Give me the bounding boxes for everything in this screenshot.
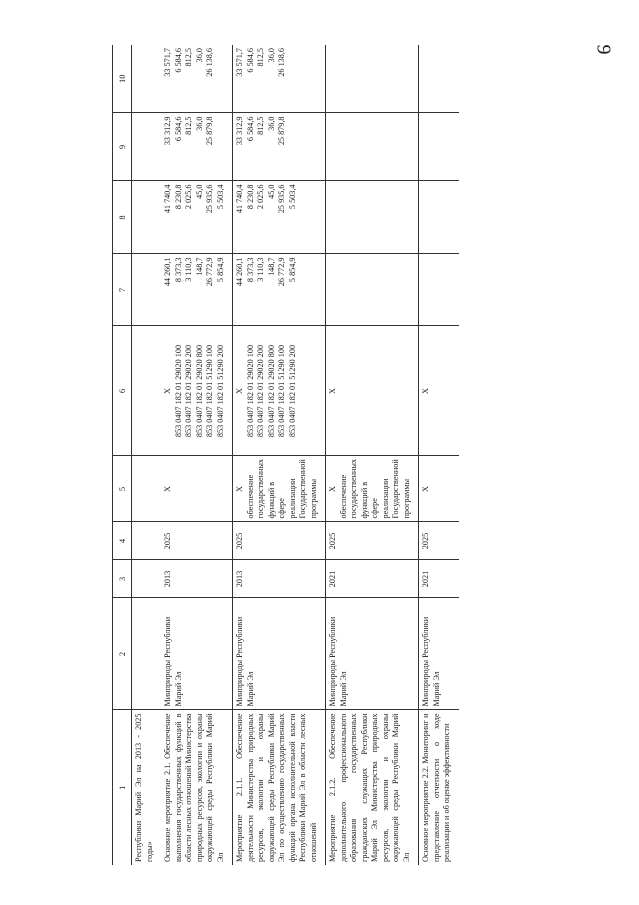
page-number: 9: [592, 44, 615, 55]
budget-codes: [326, 326, 419, 456]
budget-code: 853 0407 182 01 29020 200: [184, 344, 193, 438]
amount: 26 138,6: [205, 48, 214, 77]
amount: 25 935,6: [205, 184, 214, 214]
program-resources-table: [112, 45, 459, 865]
column-number: 4: [113, 522, 132, 560]
amounts-col7: [161, 254, 233, 326]
amount: 26 772,9: [277, 257, 286, 287]
column-number: 7: [113, 254, 132, 326]
column-number: 9: [113, 113, 132, 181]
amount: 25 879,8: [205, 116, 214, 146]
amount: 2 025,6: [256, 184, 265, 210]
amount: 3 110,3: [184, 257, 193, 282]
budget-code: 853 0407 182 01 51290 200: [287, 344, 297, 438]
amount: 5 503,4: [287, 184, 297, 210]
start-year: 2013: [161, 560, 233, 598]
result-text: обеспечение государственных функций в сфере реализации Государственной программы: [338, 459, 411, 519]
start-year: 2021: [326, 560, 419, 598]
end-year: 2025: [161, 522, 233, 560]
activity-name: Мероприятие 2.1.2. Обеспечение дополнительного профессионального образования государственных гражданских служащих Республики Марий Эл Министерства природных ресурсов, экологии и охраны окружающей среды Республики Марий Эл: [326, 710, 419, 865]
budget-code: 853 0407 182 01 51290 100: [205, 344, 214, 438]
expected-result: X: [161, 456, 233, 522]
activity-name: Основное мероприятие 2.2. Мониторинг и представление отчетности о ходе реализации и об оценке эффективности: [421, 713, 451, 862]
column-number: 10: [113, 45, 132, 113]
amount: 6 584,6: [245, 116, 255, 142]
amount: 26 772,9: [205, 257, 214, 287]
column-number: 3: [113, 560, 132, 598]
start-year: 2013: [233, 560, 326, 598]
amount: 33 571,7: [163, 48, 172, 77]
result-mark: X: [235, 486, 244, 492]
amount: 8 373,3: [245, 257, 255, 283]
amount: 33 312,9: [163, 116, 172, 146]
amount: 36,0: [266, 116, 276, 131]
amounts-col9: [233, 113, 326, 181]
amount: 44 260,1: [163, 257, 172, 287]
amount: 44 260,1: [235, 257, 244, 287]
start-year: 2021: [419, 560, 459, 598]
amounts-col8: [161, 181, 233, 254]
budget-code: X: [163, 388, 172, 394]
amount: 6 584,6: [173, 48, 183, 73]
executor: Минприроды Республики Марий Эл: [233, 598, 326, 710]
amount: 6 584,6: [173, 116, 183, 142]
budget-code: 853 0407 182 01 29020 100: [173, 344, 183, 438]
amount: 5 854,9: [287, 257, 297, 283]
amount: 41 740,4: [163, 184, 172, 214]
amount: 33 571,7: [235, 48, 244, 77]
expected-result: X: [419, 456, 459, 522]
amount: 3 110,3: [256, 257, 265, 282]
executor: Минприроды Республики Марий Эл: [161, 598, 233, 710]
amounts-col10: [233, 45, 326, 113]
amounts-col8: [233, 181, 326, 254]
amount: 148,7: [194, 257, 204, 276]
amount: 148,7: [266, 257, 276, 276]
amount: 2 025,6: [184, 184, 193, 210]
budget-code: 853 0407 182 01 29020 200: [256, 344, 265, 438]
end-year: 2025: [326, 522, 419, 560]
amounts-col9: [161, 113, 233, 181]
expected-result: [233, 456, 326, 522]
amounts-col10: [161, 45, 233, 113]
amount: 812,5: [184, 48, 193, 67]
table-row: [233, 45, 326, 865]
column-number: 2: [113, 598, 132, 710]
column-number: 8: [113, 181, 132, 254]
table-row: [419, 45, 459, 865]
budget-code: 853 0407 182 01 29020 800: [266, 344, 276, 438]
amount: 26 138,6: [277, 48, 286, 77]
executor: Минприроды Республики Марий Эл: [419, 598, 459, 710]
amount: 33 312,9: [235, 116, 244, 146]
budget-code: 853 0407 182 01 29020 100: [245, 344, 255, 438]
amount: 25 935,6: [277, 184, 286, 214]
amount: 45,0: [194, 184, 204, 199]
budget-code: X: [328, 388, 337, 394]
result-text: обеспечение государственных функций в сфере реализации Государственной программы: [245, 459, 318, 519]
amount: 45,0: [266, 184, 276, 199]
table-row: [326, 45, 419, 865]
budget-codes: [419, 326, 459, 456]
amount: 8 230,8: [245, 184, 255, 210]
activity-name: Основное мероприятие 2.1. Обеспечение выполнения государственных функций в области лесных отношений Министерства природных ресурсов, экологии и охраны окружающей среды Республики Марий Эл: [161, 710, 233, 865]
budget-codes: [233, 326, 326, 456]
column-number: 6: [113, 326, 132, 456]
budget-code: 853 0407 182 01 51290 200: [215, 344, 225, 438]
amount: 812,5: [256, 116, 265, 135]
amount: 41 740,4: [235, 184, 244, 214]
end-year: 2025: [419, 522, 459, 560]
result-mark: X: [328, 486, 337, 492]
amount: 8 230,8: [173, 184, 183, 210]
budget-code: 853 0407 182 01 51290 100: [277, 344, 286, 438]
table-wrapper: [112, 45, 596, 865]
section-title: Республики Марий Эл на 2013 - 2025 годы»: [134, 713, 154, 862]
amount: 812,5: [184, 116, 193, 135]
amount: 25 879,8: [277, 116, 286, 146]
amounts-col7: [233, 254, 326, 326]
amount: 6 584,6: [245, 48, 255, 73]
budget-code: X: [235, 388, 244, 394]
column-number-row: [113, 45, 132, 865]
activity-name: Мероприятие 2.1.1. Обеспечение деятельности Министерства природных ресурсов, экологии и охраны окружающей среды Республики Марий Эл по осуществлению государственных функций органа исполнительной власти Республики Марий Эл в области лесных отношений: [233, 710, 326, 865]
amount: 36,0: [194, 116, 204, 131]
table-row: [161, 45, 233, 865]
budget-code: 853 0407 182 01 29020 800: [194, 344, 204, 438]
amount: 36,0: [266, 48, 276, 63]
column-number: 1: [113, 710, 132, 865]
amount: 36,0: [194, 48, 204, 63]
section-title-row: [132, 45, 162, 865]
amount: 5 854,9: [215, 257, 225, 283]
expected-result: [326, 456, 419, 522]
budget-code: X: [421, 388, 430, 394]
rotated-table-container: [112, 45, 596, 865]
end-year: 2025: [233, 522, 326, 560]
budget-codes: [161, 326, 233, 456]
amount: 8 373,3: [173, 257, 183, 283]
column-number: 5: [113, 456, 132, 522]
executor: Минприроды Республики Марий Эл: [326, 598, 419, 710]
amount: 5 503,4: [215, 184, 225, 210]
amount: 812,5: [256, 48, 265, 67]
